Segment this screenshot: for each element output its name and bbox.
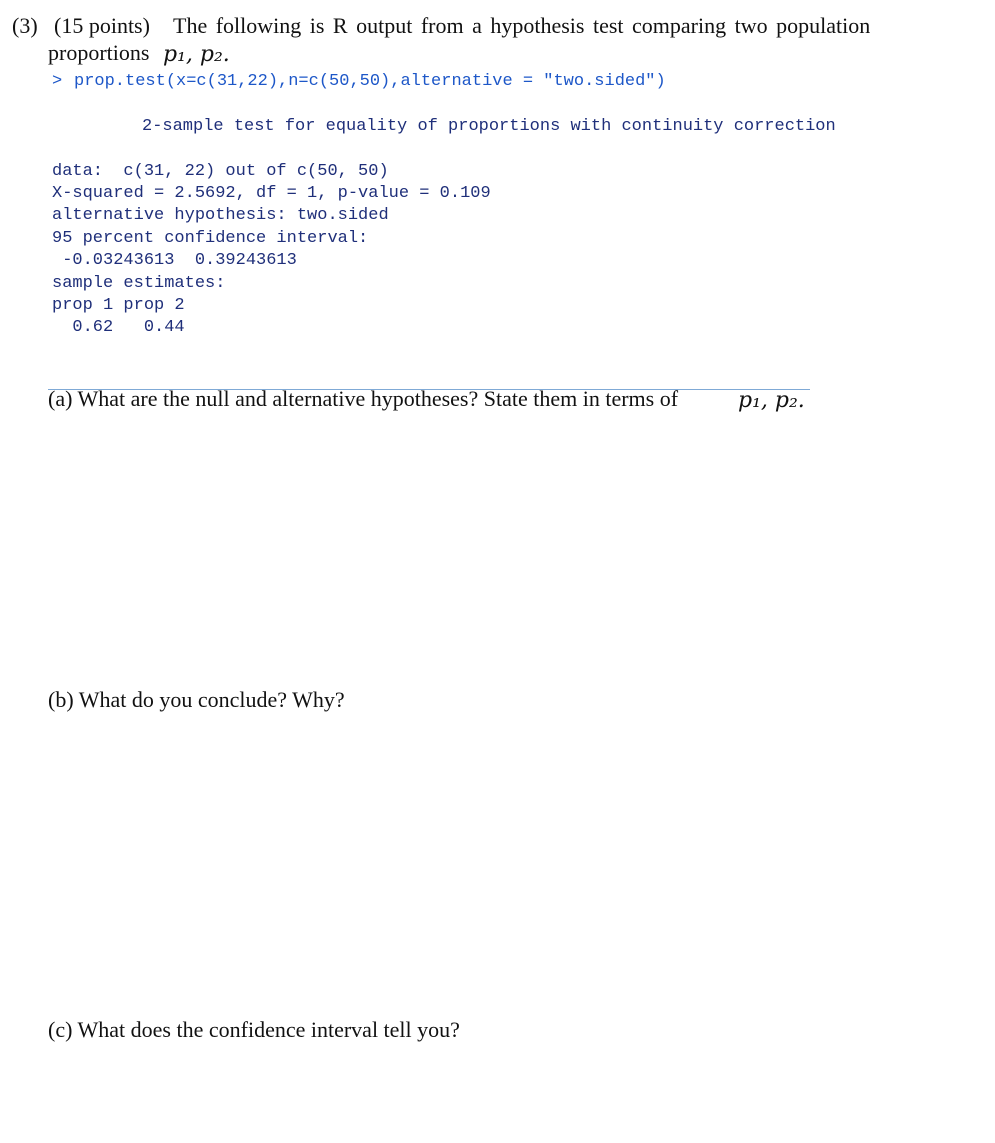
problem-intro-line2: proportions [48,40,150,65]
r-alternative-line: alternative hypothesis: two.sided [52,206,389,225]
problem-intro-line1: The following is R output from a hypothesis test comparing two population [173,13,871,38]
problem-proportion-vars: p₁, p₂. [163,42,230,67]
r-ci-values: -0.03243613 0.39243613 [52,251,297,270]
r-estimates-values: 0.62 0.44 [52,318,185,337]
question-b-text: (b) What do you conclude? Why? [48,687,345,712]
r-stat-line: X-squared = 2.5692, df = 1, p-value = 0.109 [52,184,491,203]
r-command: prop.test(x=c(31,22),n=c(50,50),alternative = "two.sided") [74,72,666,91]
r-test-title: 2-sample test for equality of proportions with continuity correction [142,117,836,136]
question-a-text: (a) What are the null and alternative hypotheses? State them in terms of [48,386,679,411]
r-prompt: > [52,72,63,91]
question-c-text: (c) What does the confidence interval tell you? [48,1017,460,1042]
r-data-line: data: c(31, 22) out of c(50, 50) [52,162,389,181]
r-ci-label: 95 percent confidence interval: [52,229,369,248]
r-estimates-headers: prop 1 prop 2 [52,296,185,315]
problem-number: (3) [12,13,38,38]
problem-points: (15 points) [54,13,150,38]
r-estimates-label: sample estimates: [52,274,226,293]
question-a-vars: p₁, p₂. [738,388,805,413]
